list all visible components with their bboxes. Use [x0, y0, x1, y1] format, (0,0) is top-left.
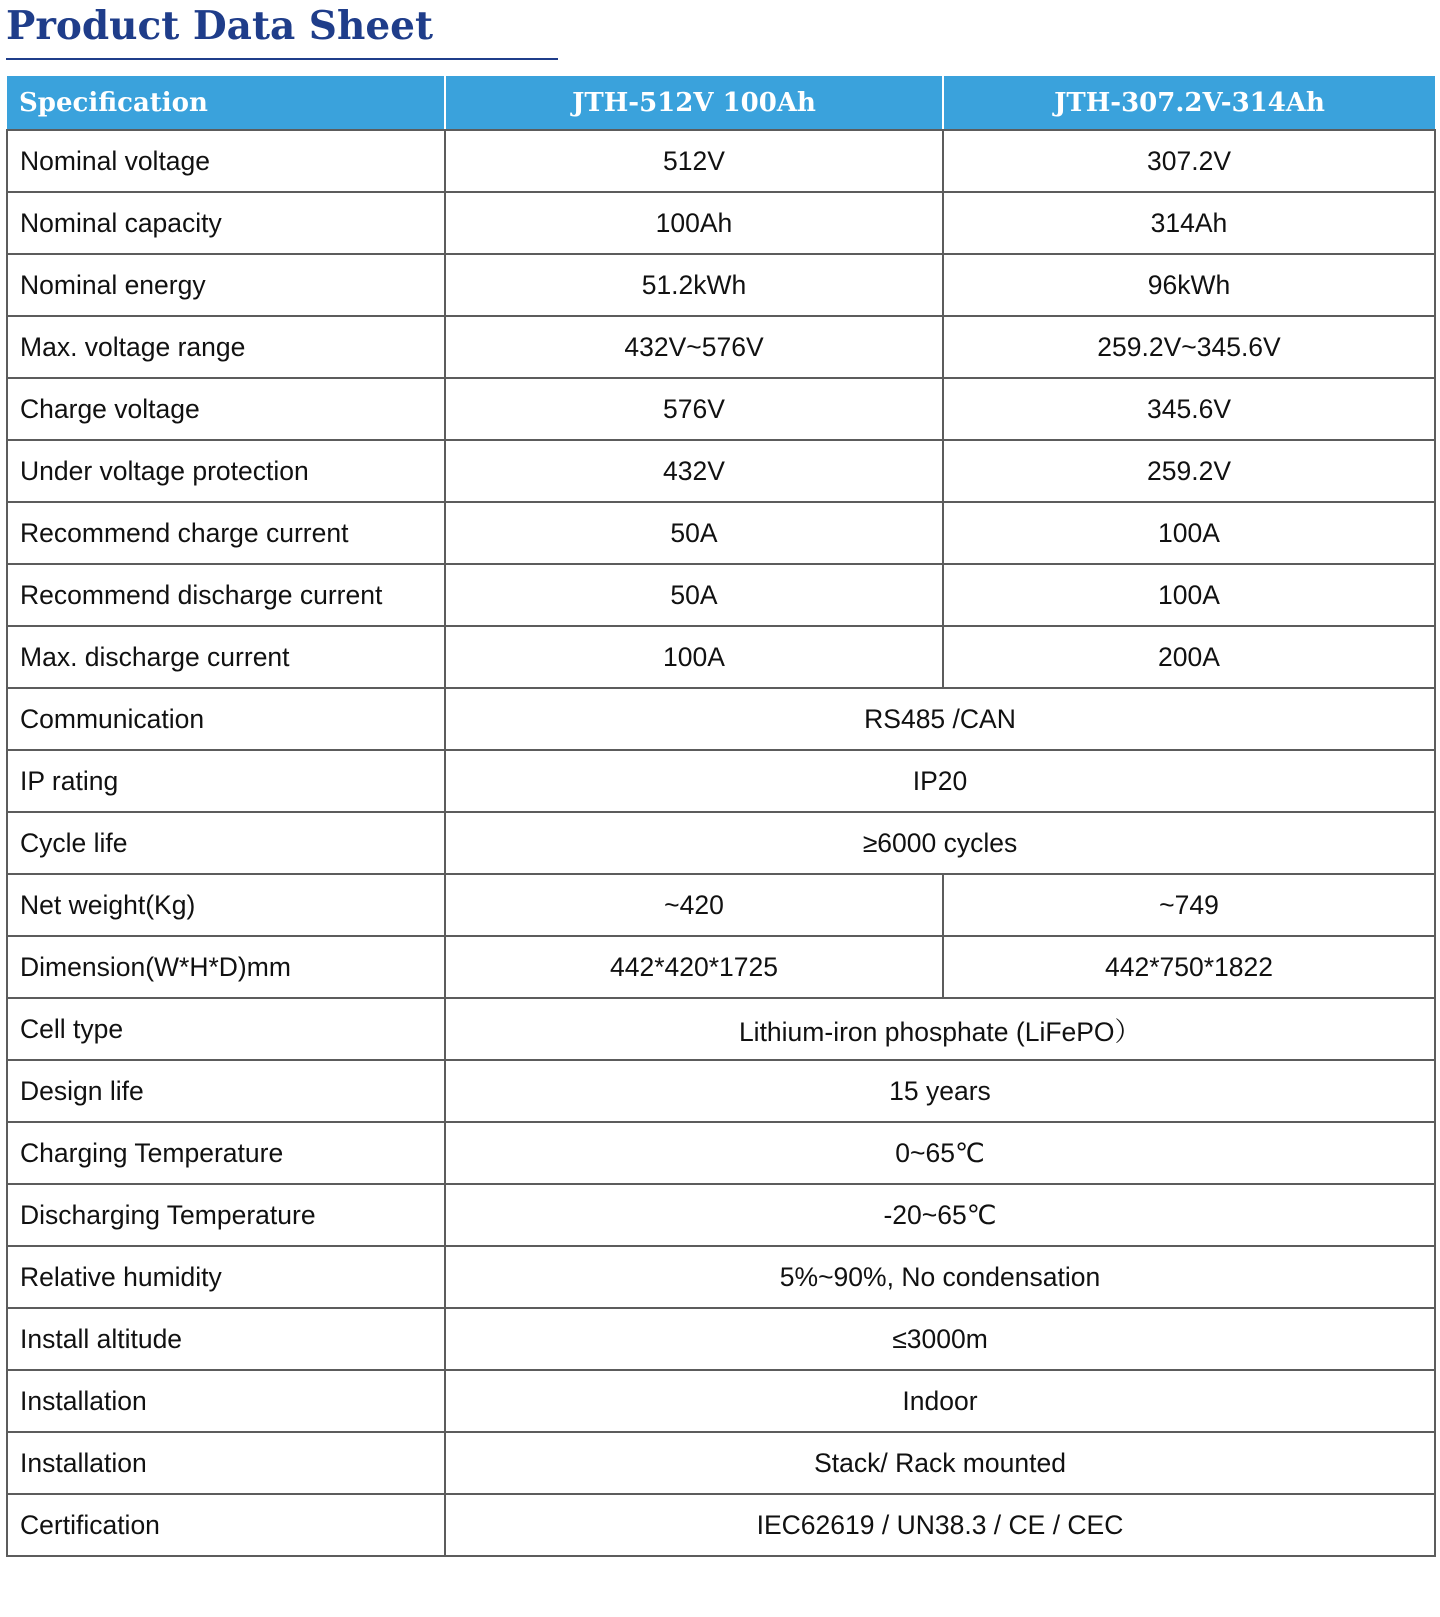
spec-value-512v: 432V~576V	[445, 316, 943, 378]
spec-value-512v: 100A	[445, 626, 943, 688]
spec-label: Cycle life	[7, 812, 445, 874]
table-row	[7, 316, 1435, 378]
table-row	[7, 688, 1435, 750]
spec-label: Nominal energy	[7, 254, 445, 316]
table-row	[7, 440, 1435, 502]
spec-value-shared: ≤3000m	[445, 1308, 1435, 1370]
spec-value-shared: IEC62619 / UN38.3 / CE / CEC	[445, 1494, 1435, 1556]
spec-value-shared: Stack/ Rack mounted	[445, 1432, 1435, 1494]
table-row	[7, 812, 1435, 874]
spec-value-307v: 307.2V	[943, 130, 1435, 192]
spec-label: Net weight(Kg)	[7, 874, 445, 936]
spec-label: Communication	[7, 688, 445, 750]
spec-value-512v: 512V	[445, 130, 943, 192]
title-underline	[6, 58, 558, 60]
spec-table	[6, 76, 1436, 1557]
table-row	[7, 1122, 1435, 1184]
table-row	[7, 1060, 1435, 1122]
spec-label: Max. voltage range	[7, 316, 445, 378]
spec-value-shared: Indoor	[445, 1370, 1435, 1432]
table-row	[7, 192, 1435, 254]
spec-value-307v: 100A	[943, 502, 1435, 564]
spec-label: Nominal capacity	[7, 192, 445, 254]
table-row	[7, 1494, 1435, 1556]
table-row	[7, 750, 1435, 812]
table-row	[7, 254, 1435, 316]
spec-label: Charging Temperature	[7, 1122, 445, 1184]
table-row	[7, 1432, 1435, 1494]
spec-label: Nominal voltage	[7, 130, 445, 192]
spec-label: Recommend charge current	[7, 502, 445, 564]
table-row	[7, 1370, 1435, 1432]
spec-label: IP rating	[7, 750, 445, 812]
spec-value-shared: IP20	[445, 750, 1435, 812]
spec-value-512v: ~420	[445, 874, 943, 936]
table-row	[7, 936, 1435, 998]
spec-label: Charge voltage	[7, 378, 445, 440]
spec-value-512v: 432V	[445, 440, 943, 502]
table-row	[7, 130, 1435, 192]
spec-label: Installation	[7, 1370, 445, 1432]
spec-label: Discharging Temperature	[7, 1184, 445, 1246]
spec-value-307v: 259.2V	[943, 440, 1435, 502]
table-row	[7, 564, 1435, 626]
spec-value-307v: 314Ah	[943, 192, 1435, 254]
spec-value-512v: 576V	[445, 378, 943, 440]
table-row	[7, 1246, 1435, 1308]
spec-label: Recommend discharge current	[7, 564, 445, 626]
spec-label: Relative humidity	[7, 1246, 445, 1308]
table-row	[7, 502, 1435, 564]
spec-value-307v: 345.6V	[943, 378, 1435, 440]
spec-value-512v: 50A	[445, 564, 943, 626]
spec-value-shared: 15 years	[445, 1060, 1435, 1122]
spec-value-307v: 442*750*1822	[943, 936, 1435, 998]
spec-label: Max. discharge current	[7, 626, 445, 688]
spec-value-shared: ≥6000 cycles	[445, 812, 1435, 874]
spec-value-shared: Lithium-iron phosphate (LiFePO）	[445, 998, 1435, 1060]
table-row	[7, 626, 1435, 688]
spec-value-512v: 442*420*1725	[445, 936, 943, 998]
spec-label: Install altitude	[7, 1308, 445, 1370]
spec-value-307v: 96kWh	[943, 254, 1435, 316]
spec-value-307v: 259.2V~345.6V	[943, 316, 1435, 378]
spec-label: Certification	[7, 1494, 445, 1556]
spec-label: Installation	[7, 1432, 445, 1494]
spec-value-307v: 200A	[943, 626, 1435, 688]
spec-value-307v: 100A	[943, 564, 1435, 626]
table-row	[7, 1184, 1435, 1246]
table-header-row	[7, 76, 1435, 130]
spec-value-512v: 100Ah	[445, 192, 943, 254]
spec-value-shared: 0~65℃	[445, 1122, 1435, 1184]
spec-value-512v: 50A	[445, 502, 943, 564]
spec-value-shared: -20~65℃	[445, 1184, 1435, 1246]
header-model-512v: JTH-512V 100Ah	[445, 76, 943, 130]
spec-value-shared: 5%~90%, No condensation	[445, 1246, 1435, 1308]
spec-value-307v: ~749	[943, 874, 1435, 936]
spec-label: Dimension(W*H*D)mm	[7, 936, 445, 998]
table-row	[7, 1308, 1435, 1370]
spec-label: Design life	[7, 1060, 445, 1122]
spec-value-512v: 51.2kWh	[445, 254, 943, 316]
spec-label: Under voltage protection	[7, 440, 445, 502]
table-row	[7, 874, 1435, 936]
table-row	[7, 998, 1435, 1060]
page-title: Product Data Sheet	[6, 3, 433, 49]
spec-label: Cell type	[7, 998, 445, 1060]
table-row	[7, 378, 1435, 440]
header-model-307v: JTH-307.2V-314Ah	[943, 76, 1435, 130]
spec-value-shared: RS485 /CAN	[445, 688, 1435, 750]
header-specification: Specification	[7, 76, 445, 130]
